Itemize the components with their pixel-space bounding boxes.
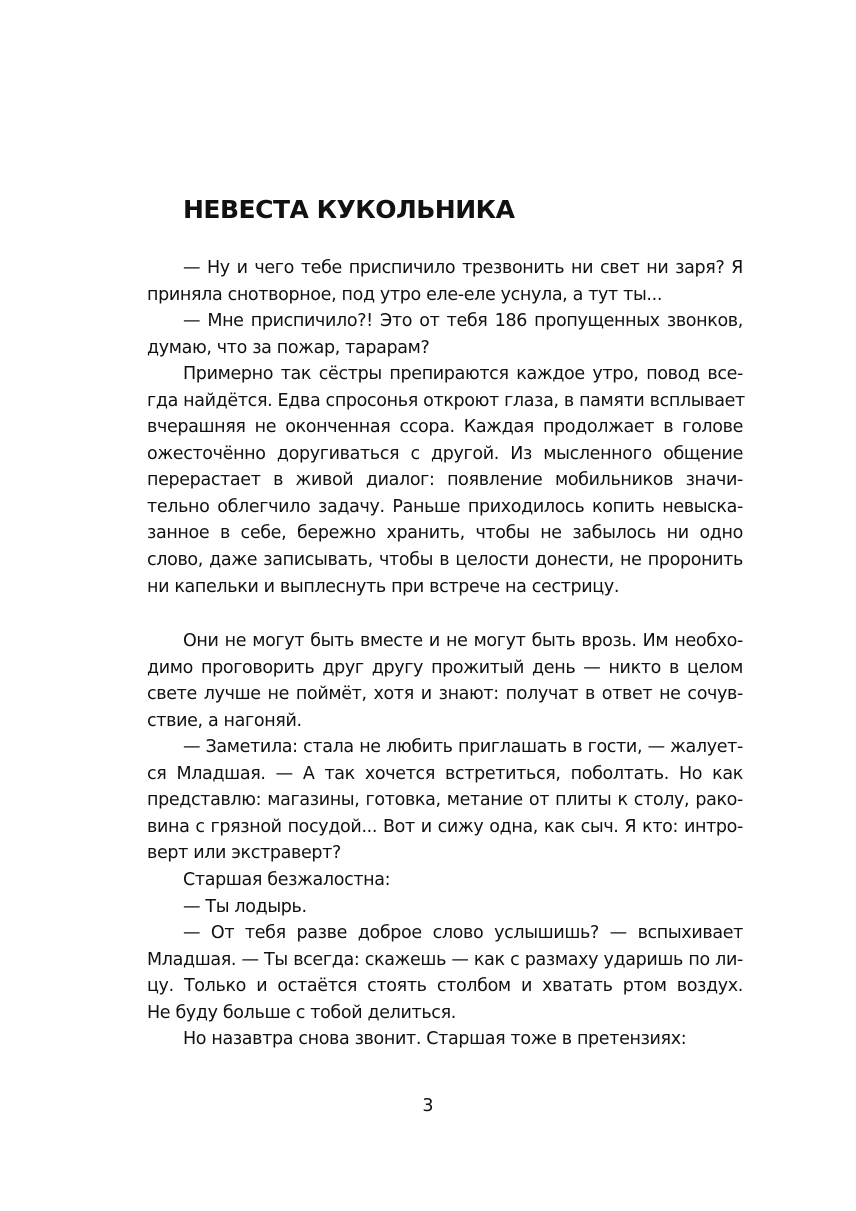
text-line: ожесточённо доругиваться с другой. Из мысленного общение xyxy=(147,443,743,464)
text-line: Но назавтра снова звонит. Старшая тоже в претензиях: xyxy=(183,1029,687,1050)
text-line: вчерашняя не оконченная ссора. Каждая продолжает в голове xyxy=(147,417,743,438)
text-line: — Заметила: стала не любить приглашать в гости, — жалует- xyxy=(183,737,743,758)
text-line: перерастает в живой диалог: появление мобильников значи- xyxy=(147,470,743,491)
chapter-title: НЕВЕСТА КУКОЛЬНИКА xyxy=(183,195,515,224)
text-line: слово, даже записывать, чтобы в целости донести, не проронить xyxy=(147,550,743,571)
text-line: приняла снотворное, под утро еле-еле уснула, а тут ты... xyxy=(147,284,663,305)
text-line: ни капельки и выплеснуть при встрече на сестрицу. xyxy=(147,576,620,597)
text-line: занное в себе, бережно хранить, чтобы не забылось ни одно xyxy=(147,523,743,544)
text-line: ся Младшая. — А так хочется встретиться, поболтать. Но как xyxy=(147,763,743,784)
text-line: — Ну и чего тебе приспичило трезвонить ни свет ни заря? Я xyxy=(183,258,743,278)
text-line: — Мне приспичило?! Это от тебя 186 пропущенных звонков, xyxy=(183,311,743,332)
text-line: думаю, что за пожар, тарарам? xyxy=(147,337,430,358)
page-number: 3 xyxy=(422,1096,434,1116)
body-text xyxy=(147,255,743,1053)
paragraph-gap xyxy=(147,600,743,628)
text-line: — От тебя разве доброе слово услышишь? — вспыхивает xyxy=(183,923,743,944)
text-line: Примерно так сёстры препираются каждое утро, повод все- xyxy=(183,364,743,385)
text-line: Старшая безжалостна: xyxy=(183,870,391,891)
text-line: верт или экстраверт? xyxy=(147,843,341,864)
text-line: Младшая. — Ты всегда: скажешь — как с размаху ударишь по ли- xyxy=(147,949,743,970)
text-line: тельно облегчило задачу. Раньше приходилось копить невыска- xyxy=(147,496,743,517)
text-line: цу. Только и остаётся стоять столбом и хватать ртом воздух. xyxy=(147,976,743,997)
text-line: ствие, а нагоняй. xyxy=(147,710,302,731)
text-line: представлю: магазины, готовка, метание от плиты к столу, рако- xyxy=(147,790,743,811)
text-line: димо проговорить друг другу прожитый день — никто в целом xyxy=(147,657,743,678)
text-line: свете лучше не поймёт, хотя и знают: получат в ответ не сочув- xyxy=(147,684,743,705)
text-line: Они не могут быть вместе и не могут быть врозь. Им необхо- xyxy=(183,631,743,652)
text-line: вина с грязной посудой... Вот и сижу одна, как сыч. Я кто: интро- xyxy=(147,816,743,837)
text-line: — Ты лодырь. xyxy=(183,896,307,917)
text-line: гда найдётся. Едва спросонья откроют глаза, в памяти всплывает xyxy=(147,390,745,411)
text-line: Не буду больше с тобой делиться. xyxy=(147,1002,456,1023)
